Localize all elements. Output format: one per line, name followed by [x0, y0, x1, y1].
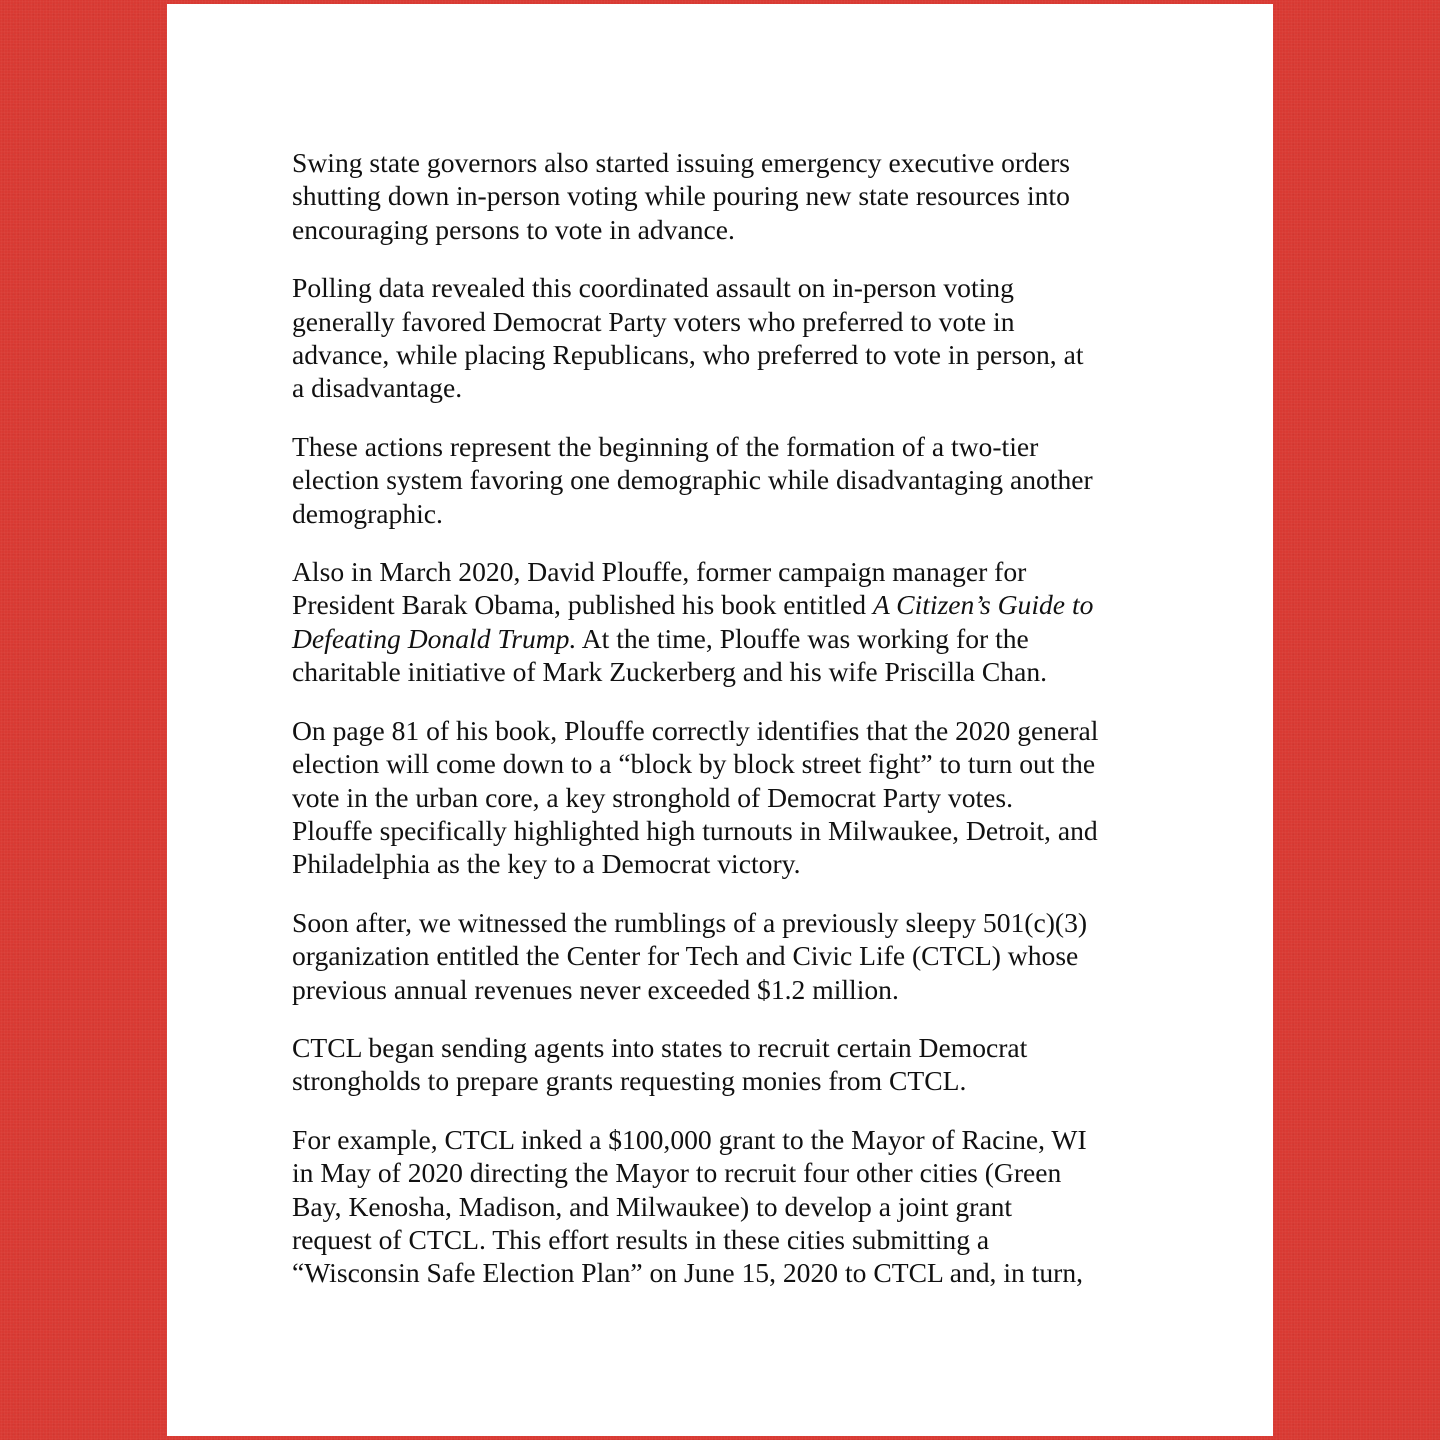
- paragraph-6: [292, 906, 1152, 1006]
- text-line: These actions represent the beginning of the formation of a two-tier: [292, 430, 1039, 462]
- book-title-part-1: A Citizen’s Guide to: [872, 589, 1094, 621]
- text-line: previous annual revenues never exceeded $1.2 million.: [292, 973, 899, 1005]
- text-line: election will come down to a “block by block street fight” to turn out the: [292, 748, 1096, 780]
- text-line: request of CTCL. This effort results in these cities submitting a: [292, 1223, 990, 1255]
- text-line: charitable initiative of Mark Zuckerberg and his wife Priscilla Chan.: [292, 656, 1048, 688]
- text-line: CTCL began sending agents into states to recruit certain Democrat: [292, 1031, 1028, 1063]
- book-title-part-2: Defeating Donald Trump.: [292, 622, 577, 654]
- paragraph-5: [292, 714, 1152, 881]
- text-line: organization entitled the Center for Tech and Civic Life (CTCL) whose: [292, 940, 1079, 972]
- text-line: [292, 588, 1152, 621]
- text-line: demographic.: [292, 497, 443, 529]
- text-line: election system favoring one demographic while disadvantaging another: [292, 464, 1093, 496]
- text-line: Plouffe specifically highlighted high turnouts in Milwaukee, Detroit, and: [292, 814, 1098, 846]
- paragraph-8: [292, 1123, 1152, 1290]
- text-line: generally favored Democrat Party voters who preferred to vote in: [292, 305, 1015, 337]
- paragraph-3: [292, 430, 1152, 530]
- paragraph-2: [292, 271, 1152, 405]
- text-line: advance, while placing Republicans, who preferred to vote in person, at: [292, 339, 1084, 371]
- paragraph-7: [292, 1031, 1152, 1098]
- text-line: “Wisconsin Safe Election Plan” on June 15, 2020 to CTCL and, in turn,: [292, 1257, 1084, 1289]
- text-line: in May of 2020 directing the Mayor to recruit four other cities (Green: [292, 1157, 1062, 1189]
- paragraph-1: [292, 146, 1152, 246]
- text-line: Also in March 2020, David Plouffe, former campaign manager for: [292, 556, 1027, 588]
- text-segment: At the time, Plouffe was working for the: [576, 622, 1029, 654]
- text-segment: President Barak Obama, published his book entitled: [292, 589, 873, 621]
- text-line: a disadvantage.: [292, 372, 463, 404]
- text-line: encouraging persons to vote in advance.: [292, 213, 735, 245]
- text-line: Polling data revealed this coordinated assault on in-person voting: [292, 272, 1014, 304]
- text-line: vote in the urban core, a key stronghold of Democrat Party votes.: [292, 781, 1014, 813]
- text-line: On page 81 of his book, Plouffe correctly identifies that the 2020 general: [292, 714, 1099, 746]
- text-line: For example, CTCL inked a $100,000 grant to the Mayor of Racine, WI: [292, 1123, 1087, 1155]
- text-line: [292, 622, 1152, 655]
- text-line: shutting down in-person voting while pouring new state resources into: [292, 180, 1070, 212]
- text-line: Bay, Kenosha, Madison, and Milwaukee) to develop a joint grant: [292, 1190, 1013, 1222]
- text-line: Soon after, we witnessed the rumblings of a previously sleepy 501(c)(3): [292, 906, 1088, 938]
- text-line: Philadelphia as the key to a Democrat victory.: [292, 848, 801, 880]
- text-line: Swing state governors also started issuing emergency executive orders: [292, 147, 1071, 178]
- document-body: [292, 146, 1152, 1315]
- text-line: strongholds to prepare grants requesting monies from CTCL.: [292, 1065, 967, 1097]
- paragraph-4: [292, 555, 1152, 689]
- document-page: [167, 4, 1273, 1436]
